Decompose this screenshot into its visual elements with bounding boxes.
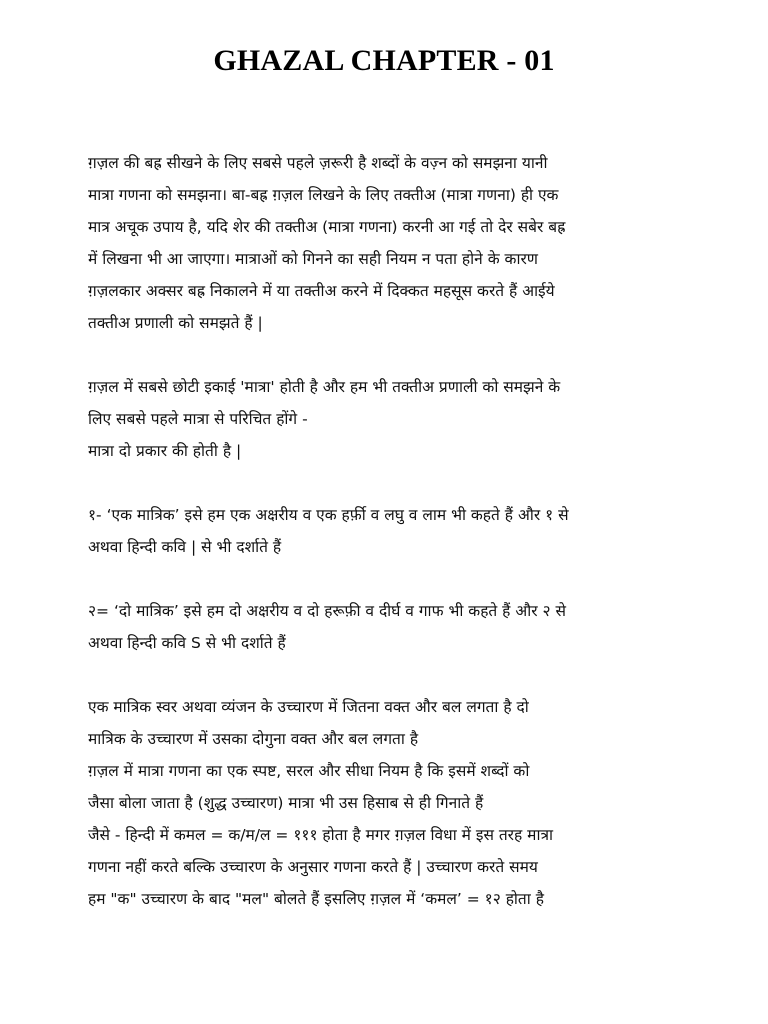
page-title: GHAZAL CHAPTER - 01 [213,44,555,77]
text-line: अथवा हिन्दी कवि | से भी दर्शाते हैं [88,538,282,556]
paragraph-intro [88,147,708,339]
text-line: जैसा बोला जाता है (शुद्ध उच्चारण) मात्रा भी उस हिसाब से ही गिनाते हैं [88,794,484,812]
text-line: गणना नहीं करते बल्कि उच्चारण के अनुसार गणना करते हैं | उच्चारण करते समय [88,858,538,876]
text-line: में लिखना भी आ जाएगा। मात्राओं को गिनने का सही नियम न पता होने के कारण [88,250,538,268]
text-line: ग़ज़ल में सबसे छोटी इकाई 'मात्रा' होती है और हम भी तक्तीअ प्रणाली को समझने के [88,378,561,396]
paragraph-spacer [88,339,708,371]
paragraph-double-matra [88,595,708,659]
text-line: जैसे - हिन्दी में कमल = क/म/ल = १११ होता है मगर ग़ज़ल विधा में इस तरह मात्रा [88,826,554,844]
paragraph-spacer [88,659,708,691]
text-line: मात्रा दो प्रकार की होती है | [88,442,242,460]
paragraph-spacer [88,563,708,595]
text-line: एक मात्रिक स्वर अथवा व्यंजन के उच्चारण में जितना वक्त और बल लगता है दो [88,698,529,716]
paragraph-spacer [88,467,708,499]
text-line: लिए सबसे पहले मात्रा से परिचित होंगे - [88,410,308,428]
text-line: ग़ज़ल की बह्र सीखने के लिए सबसे पहले ज़रूरी है शब्दों के वज़्न को समझना यानी [88,154,548,172]
text-line: तक्तीअ प्रणाली को समझते हैं | [88,314,263,332]
paragraph-matra-definition [88,371,708,467]
text-line: ग़ज़लकार अक्सर बह्र निकालने में या तक्तीअ करने में दिक्कत महसूस करते हैं आईये [88,282,555,300]
text-line: मात्रिक के उच्चारण में उसका दोगुना वक्त और बल लगता है [88,730,419,748]
text-line: मात्रा गणना को समझना। बा-बह्र ग़ज़ल लिखने के लिए तक्तीअ (मात्रा गणना) ही एक [88,186,559,204]
paragraph-single-matra [88,499,708,563]
text-line: २= ‘दो मात्रिक’ इसे हम दो अक्षरीय व दो हरूफ़ी व दीर्घ व गाफ भी कहते हैं और २ से [88,602,566,620]
document-body [88,147,708,915]
paragraph-pronunciation-rule [88,691,708,915]
text-line: अथवा हिन्दी कवि S से भी दर्शाते हैं [88,634,286,652]
text-line: हम "क" उच्चारण के बाद "मल" बोलते हैं इसलिए ग़ज़ल में ‘कमल’ = १२ होता है [88,890,544,908]
text-line: ग़ज़ल में मात्रा गणना का एक स्पष्ट, सरल और सीधा नियम है कि इसमें शब्दों को [88,762,530,780]
text-line: १- ‘एक मात्रिक’ इसे हम एक अक्षरीय व एक हर्फ़ी व लघु व लाम भी कहते हैं और १ से [88,506,569,524]
text-line: मात्र अचूक उपाय है, यदि शेर की तक्तीअ (मात्रा गणना) करनी आ गई तो देर सबेर बह्र [88,218,566,236]
